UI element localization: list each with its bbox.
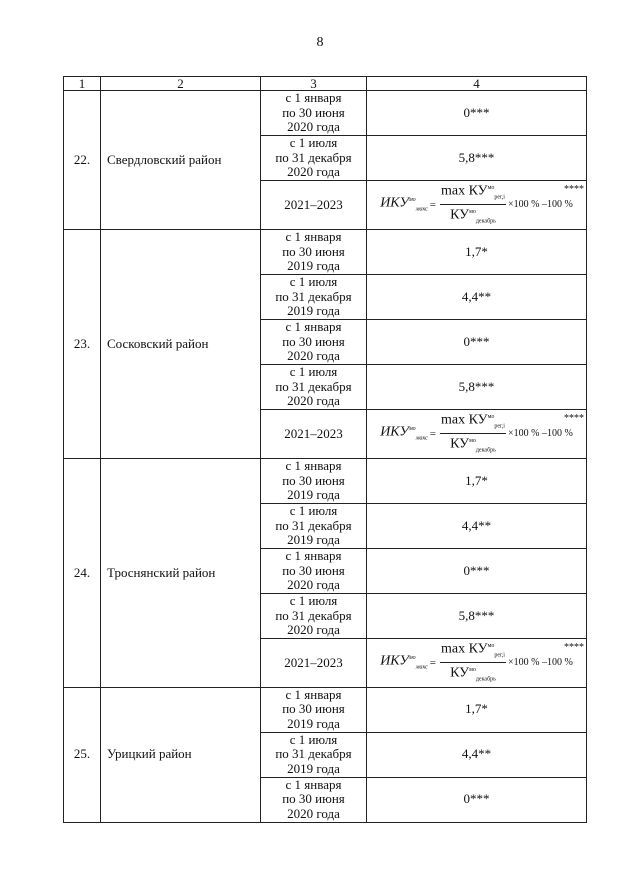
district-name: Урицкий район bbox=[101, 687, 261, 822]
header-row bbox=[64, 77, 587, 91]
value-cell: 1,7* bbox=[367, 687, 587, 732]
header-cell: 1 bbox=[64, 77, 101, 91]
header-cell: 3 bbox=[261, 77, 367, 91]
table-row bbox=[64, 91, 587, 136]
formula-denominator: $КУ^{мо}_{декабрь}$ bbox=[450, 208, 496, 225]
period-cell: с 1 января по 30 июня 2019 года bbox=[261, 458, 367, 503]
formula-numerator: $\max КУ^{мо}_{рег,i}$ bbox=[440, 639, 506, 663]
formula-denominator: $КУ^{мо}_{декабрь}$ bbox=[450, 437, 496, 454]
value-cell: 4,4** bbox=[367, 732, 587, 777]
formula-equals: = bbox=[429, 198, 436, 211]
period-cell: с 1 января по 30 июня 2019 года bbox=[261, 229, 367, 274]
period-cell: 2021–2023 bbox=[261, 409, 367, 458]
formula-footnote-mark: **** bbox=[564, 641, 584, 653]
value-cell: 4,4** bbox=[367, 274, 587, 319]
table-body bbox=[64, 77, 587, 823]
district-number: 24. bbox=[64, 458, 101, 687]
formula-fraction bbox=[440, 639, 506, 687]
formula-fraction bbox=[440, 181, 506, 229]
period-cell: с 1 января по 30 июня 2020 года bbox=[261, 777, 367, 822]
growth-index-formula bbox=[367, 639, 586, 687]
formula-tail: ×100 % –100 % bbox=[507, 656, 573, 668]
district-number: 22. bbox=[64, 91, 101, 230]
period-cell: с 1 июля по 31 декабря 2020 года bbox=[261, 593, 367, 638]
period-cell: с 1 июля по 31 декабря 2019 года bbox=[261, 732, 367, 777]
formula-footnote-mark: **** bbox=[564, 412, 584, 424]
period-cell: с 1 июля по 31 декабря 2019 года bbox=[261, 274, 367, 319]
formula-fraction bbox=[440, 410, 506, 458]
formula-tail: ×100 % –100 % bbox=[507, 198, 573, 210]
district-name: Сосковский район bbox=[101, 229, 261, 458]
period-cell: с 1 июля по 31 декабря 2020 года bbox=[261, 136, 367, 181]
header-cell: 4 bbox=[367, 77, 587, 91]
formula-footnote-mark: **** bbox=[564, 184, 584, 195]
period-cell: с 1 июля по 31 декабря 2020 года bbox=[261, 364, 367, 409]
formula-numerator: $\max КУ^{мо}_{рег,i}$ bbox=[440, 181, 506, 205]
period-cell: 2021–2023 bbox=[261, 638, 367, 687]
table-row bbox=[64, 458, 587, 503]
value-cell: 0*** bbox=[367, 777, 587, 822]
period-cell: с 1 января по 30 июня 2020 года bbox=[261, 319, 367, 364]
formula-cell bbox=[367, 638, 587, 687]
period-cell: 2021–2023 bbox=[261, 181, 367, 230]
formula-equals: = bbox=[429, 656, 436, 669]
formula-denominator: $КУ^{мо}_{декабрь}$ bbox=[450, 665, 496, 683]
value-cell: 0*** bbox=[367, 548, 587, 593]
value-cell: 5,8*** bbox=[367, 593, 587, 638]
value-cell: 0*** bbox=[367, 319, 587, 364]
value-cell: 1,7* bbox=[367, 458, 587, 503]
value-cell: 1,7* bbox=[367, 229, 587, 274]
table-row bbox=[64, 687, 587, 732]
district-name: Троснянский район bbox=[101, 458, 261, 687]
value-cell: 0*** bbox=[367, 91, 587, 136]
formula-equals: = bbox=[429, 427, 436, 440]
growth-index-formula bbox=[367, 181, 586, 229]
page-number: 8 bbox=[316, 35, 324, 50]
header-cell: 2 bbox=[101, 77, 261, 91]
formula-numerator: $\max КУ^{мо}_{рег,i}$ bbox=[440, 410, 506, 434]
value-cell: 5,8*** bbox=[367, 364, 587, 409]
formula-lhs: $ИКУ^{мо}_{макс}$ bbox=[380, 424, 428, 442]
formula-lhs: $ИКУ^{мо}_{макс}$ bbox=[380, 653, 428, 671]
formula-cell bbox=[367, 409, 587, 458]
value-cell: 5,8*** bbox=[367, 136, 587, 181]
district-number: 23. bbox=[64, 229, 101, 458]
formula-lhs: $ИКУ^{мо}_{макс}$ bbox=[380, 195, 428, 213]
table-row bbox=[64, 229, 587, 274]
period-cell: с 1 января по 30 июня 2019 года bbox=[261, 687, 367, 732]
period-cell: с 1 января по 30 июня 2020 года bbox=[261, 91, 367, 136]
district-number: 25. bbox=[64, 687, 101, 822]
period-cell: с 1 января по 30 июня 2020 года bbox=[261, 548, 367, 593]
formula-cell bbox=[367, 181, 587, 230]
district-name: Свердловский район bbox=[101, 91, 261, 230]
formula-tail: ×100 % –100 % bbox=[507, 427, 573, 439]
value-cell: 4,4** bbox=[367, 503, 587, 548]
growth-index-formula bbox=[367, 410, 586, 458]
tariff-table bbox=[63, 76, 587, 823]
period-cell: с 1 июля по 31 декабря 2019 года bbox=[261, 503, 367, 548]
